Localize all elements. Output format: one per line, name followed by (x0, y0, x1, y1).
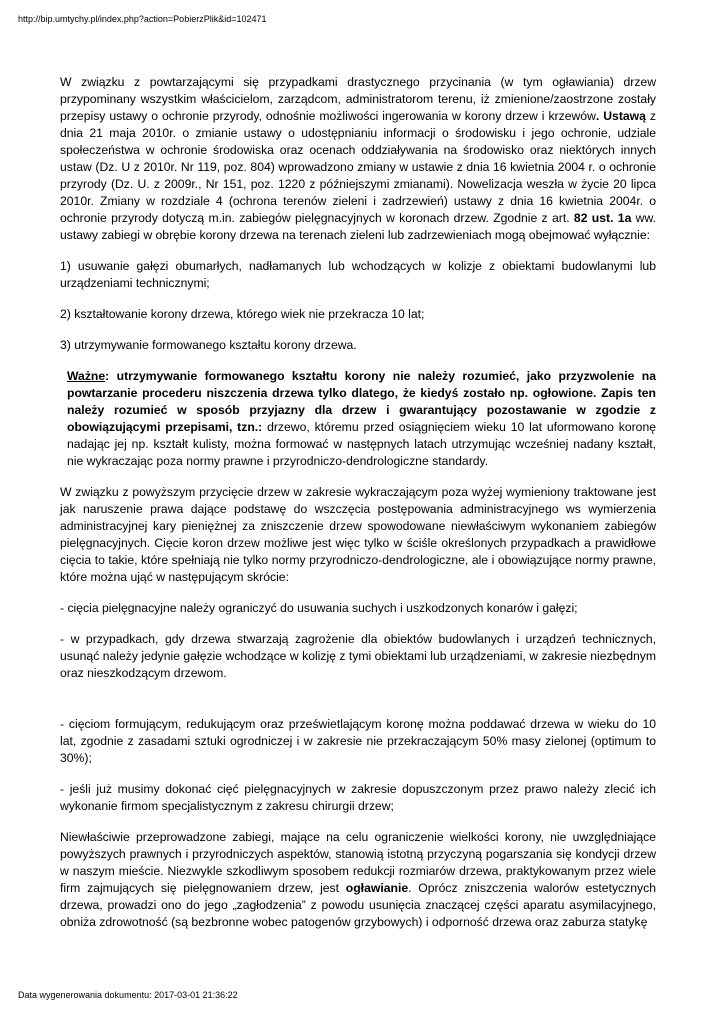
bullet-4: - jeśli już musimy dokonać cięć pielęgnacyjnych w zakresie dopuszczonym przez prawo należy zlecić ich wykonanie firmom specjalistycznym z zakresu chirurgii drzew; (60, 782, 656, 813)
generation-date: Data wygenerowania dokumentu: 2017-03-01 21:36:22 (18, 990, 238, 1000)
list-item-3: 3) utrzymywanie formowanego kształtu korony drzewa. (60, 338, 357, 352)
document-body (60, 74, 656, 945)
intro-paragraph: W związku z powtarzającymi się przypadkami drastycznego przycinania (w tym ogławiania) drzew przypominany wszystkim właścicielom, zarządcom, administratorom terenu, iż zmienione/zaostrzone zostały przepisy ustawy o ochronie przyrody, odnośnie możliwości ingerowania w korony drzew i krzewów. Ustawą z dnia 21 maja 2010r. o zmianie ustawy o udostępnianiu informacji o środowisku i jego ochronie, udziale społeczeństwa w ochronie środowiska oraz ocenach oddziaływania na środowisko oraz niektórych innych ustaw (Dz. U z 2010r. Nr 119, poz. 804) wprowadzono zmiany w ustawie z dnia 16 kwietnia 2004 r. o ochronie przyrody (Dz. U. z 2009r., Nr 151, poz. 1220 z późniejszymi zmianami). Nowelizacja weszła w życie 20 lipca 2010r. Zmiany w rozdziale 4 (ochrona terenów zieleni i zadrzewień) ustawy z dnia 16 kwietnia 2004r. o ochronie przyrody dotyczą m.in. zabiegów pielęgnacyjnych w koronach drzew. Zgodnie z art. 82 ust. 1a ww. ustawy zabiegi w obrębie korony drzewa na terenach zieleni lub zadrzewieniach mogą obejmować wyłącznie: (60, 75, 656, 242)
list-item-2: 2) kształtowanie korony drzewa, którego wiek nie przekracza 10 lat; (60, 307, 425, 321)
consequence-paragraph: W związku z powyższym przycięcie drzew w zakresie wykraczającym poza wyżej wymieniony traktowane jest jak naruszenie prawa dające podstawę do wszczęcia postępowania administracyjnego ws wymierzenia administracyjnej kary pieniężnej za zniszczenie drzew spowodowane niewłaściwym wykonaniem zabiegów pielęgnacyjnych. Cięcie koron drzew możliwe jest więc tylko w ściśle określonych przypadkach a prawidłowe cięcia to takie, które spełniają nie tylko normy przyrodniczo-dendrologiczne, ale i obowiązujące normy prawne, które można ująć w następującym skrócie: (60, 485, 656, 584)
important-label: Ważne (67, 369, 106, 383)
closing-paragraph: Niewłaściwie przeprowadzone zabiegi, mające na celu ograniczenie wielkości korony, nie uwzględniające powyższych prawnych i przyrodniczych aspektów, stanowią istotną przyczyną pogarszania się kondycji drzew w naszym mieście. Niezwykle szkodliwym sposobem redukcji rozmiarów drzewa, praktykowanym przez wiele firm zajmujących się pielęgnowaniem drzew, jest ogławianie. Oprócz zniszczenia walorów estetycznych drzewa, prowadzi ono do jego „zagłodzenia” z powodu usunięcia znaczącej części aparatu asymilacyjnego, obniża zdrowotność (są bezbronne wobec patogenów grzybowych) i odporność drzewa oraz zaburza statykę (60, 830, 656, 929)
source-url: http://bip.umtychy.pl/index.php?action=PobierzPlik&id=102471 (18, 14, 267, 24)
bullet-3: - cięciom formującym, redukującym oraz prześwietlającym koronę można poddawać drzewa w wieku do 10 lat, zgodnie z zasadami sztuki ogrodniczej i w zakresie nie przekraczającym 50% masy zielonej (optimum to 30%); (60, 717, 656, 765)
bullet-1: - cięcia pielęgnacyjne należy ograniczyć do usuwania suchych i uszkodzonych konarów i gałęzi; (60, 601, 578, 615)
bullet-2: - w przypadkach, gdy drzewa stwarzają zagrożenie dla obiektów budowlanych i urządzeń technicznych, usunąć należy jedynie gałęzie wchodzące w kolizję z tymi obiektami lub urządzeniami, w zakresie niezbędnym oraz nieszkodzącym drzewom. (60, 632, 656, 680)
important-note: Ważne: utrzymywanie formowanego kształtu korony nie należy rozumieć, jako przyzwolenie na powtarzanie procederu niszczenia drzewa tylko dlatego, że kiedyś zostało np. ogłowione. Zapis ten należy rozumieć w sposób przyjazny dla drzew i gwarantujący pozostawanie w zgodzie z obowiązującymi przepisami, tzn.: drzewo, któremu przed osiągnięciem wieku 10 lat uformowano koronę nadając jej np. kształt kulisty, można formować w następnych latach utrzymując wcześniej nadany kształt, nie wykraczając poza normy prawne i przyrodniczo-dendrologiczne standardy. (67, 369, 656, 468)
list-item-1: 1) usuwanie gałęzi obumarłych, nadłamanych lub wchodzących w kolizje z obiektami budowlanymi lub urządzeniami technicznymi; (60, 259, 656, 290)
